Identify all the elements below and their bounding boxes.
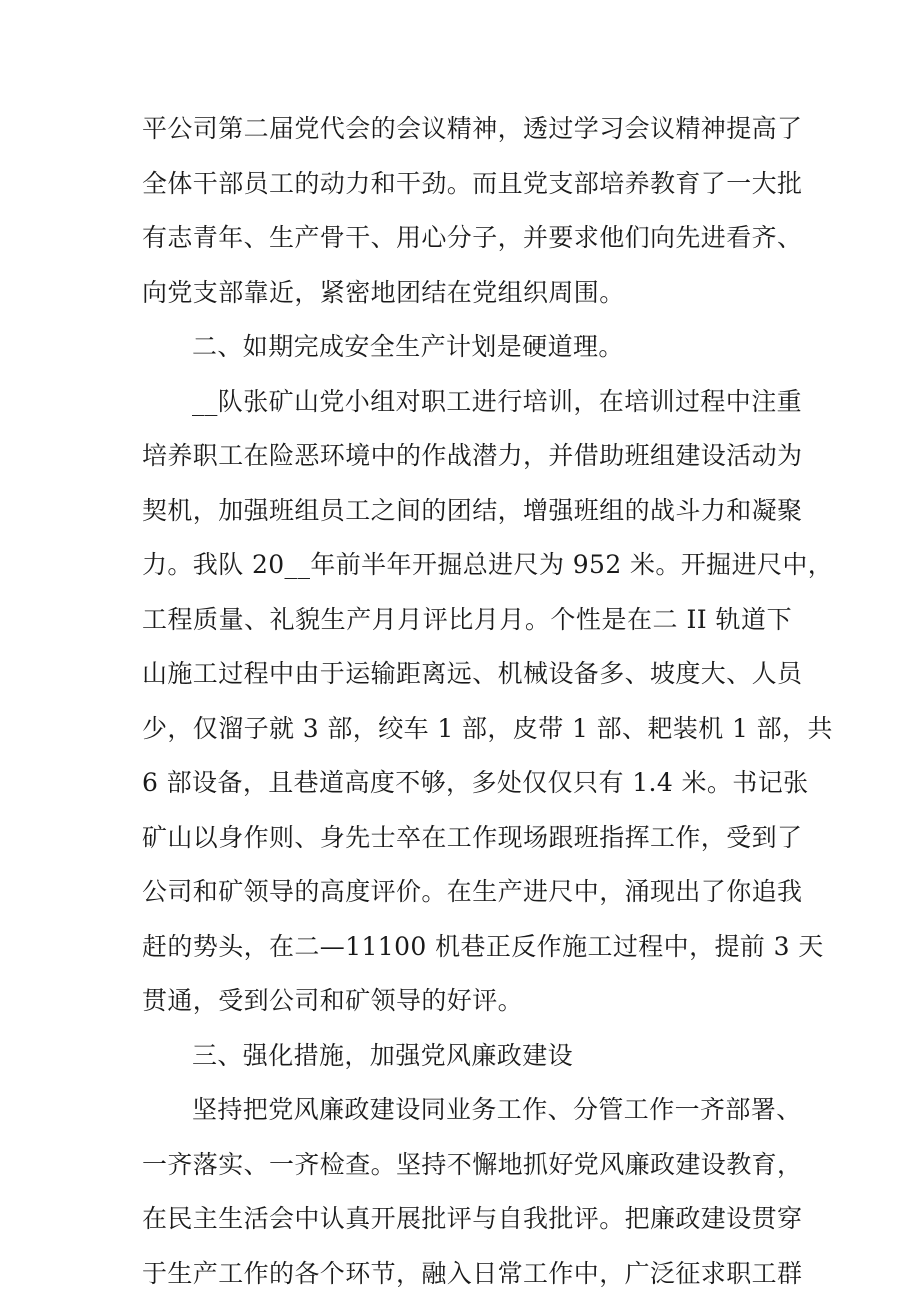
- paragraph-line: 培养职工在险恶环境中的作战潜力，并借助班组建设活动为: [142, 441, 803, 470]
- section-heading-2: [142, 320, 792, 375]
- paragraph-2: [142, 375, 834, 1029]
- paragraph-1: [142, 102, 803, 320]
- paragraph-line: 有志青年、生产骨干、用心分子，并要求他们向先进看齐、: [142, 223, 803, 252]
- paragraph-line: 赶的势头，在二—11100 机巷正反作施工过程中，提前 3 天: [142, 931, 824, 961]
- paragraph-line: 坚持把党风廉政建设同业务工作、分管工作一齐部署、: [192, 1095, 802, 1124]
- paragraph-line: 全体干部员工的动力和干劲。而且党支部培养教育了一大批: [142, 168, 803, 198]
- paragraph-line: 平公司第二届党代会的会议精神，透过学习会议精神提高了: [142, 114, 803, 143]
- document-body: [142, 102, 834, 1301]
- paragraph-line: 少，仅溜子就 3 部，绞车 1 部，皮带 1 部、耙装机 1 部，共: [142, 713, 833, 743]
- section-heading-3: [142, 1029, 792, 1084]
- paragraph-line: 6 部设备，且巷道高度不够，多处仅仅只有 1.4 米。书记张: [142, 768, 809, 797]
- paragraph-line: 工程质量、礼貌生产月月评比月月。个性是在二 II 轨道下: [142, 604, 792, 634]
- paragraph-line: 贯通，受到公司和矿领导的好评。: [142, 986, 524, 1015]
- paragraph-line: 一齐落实、一齐检查。坚持不懈地抓好党风廉政建设教育，: [142, 1149, 803, 1179]
- paragraph-line: 于生产工作的各个环节，融入日常工作中，广泛征求职工群: [142, 1258, 803, 1288]
- paragraph-line: 公司和矿领导的高度评价。在生产进尺中，涌现出了你追我: [142, 877, 803, 906]
- heading-text: 三、强化措施，加强党风廉政建设: [192, 1040, 574, 1070]
- paragraph-line: 山施工过程中由于运输距离远、机械设备多、坡度大、人员: [142, 659, 803, 688]
- paragraph-line: 向党支部靠近，紧密地团结在党组织周围。: [142, 277, 625, 307]
- heading-text: 二、如期完成安全生产计划是硬道理。: [192, 332, 624, 361]
- paragraph-line: 契机，加强班组员工之间的团结，增强班组的战斗力和凝聚: [142, 495, 803, 525]
- paragraph-3: [142, 1083, 803, 1301]
- paragraph-line: __队张矿山党小组对职工进行培训，在培训过程中注重: [192, 386, 803, 416]
- paragraph-line: 力。我队 20__年前半年开掘总进尺为 952 米。开掘进尺中，: [142, 550, 834, 579]
- paragraph-line: 矿山以身作则、身先士卒在工作现场跟班指挥工作，受到了: [142, 822, 803, 852]
- paragraph-line: 在民主生活会中认真开展批评与自我批评。把廉政建设贯穿: [142, 1204, 803, 1233]
